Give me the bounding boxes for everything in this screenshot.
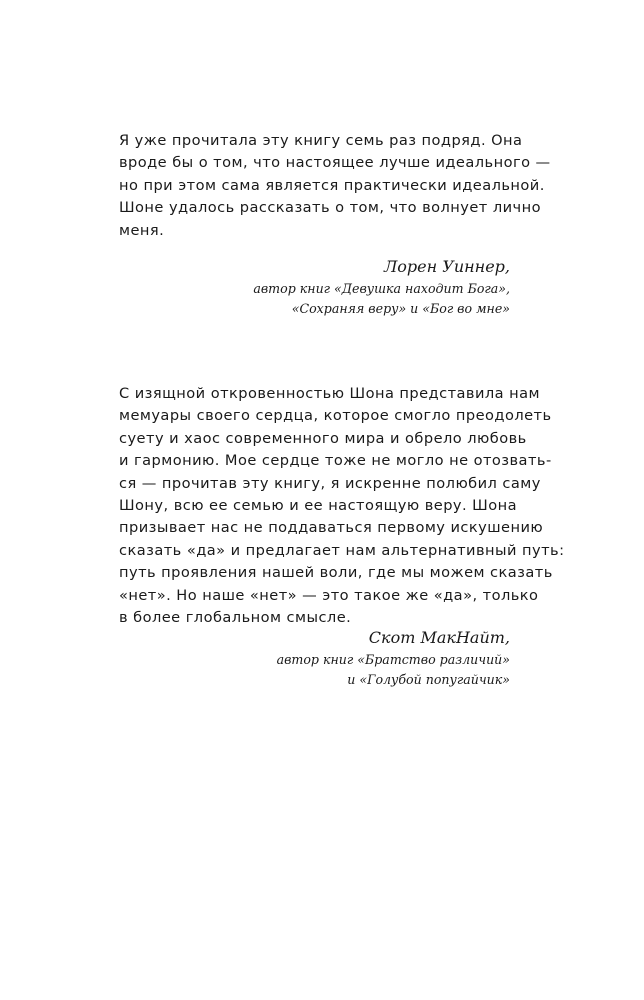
quote-line: суету и хаос современного мира и обрело любовь xyxy=(119,429,527,447)
quote-line: в более глобальном смысле. xyxy=(119,609,352,627)
quote-line: ся — прочитав эту книгу, я искренне полюбил саму xyxy=(119,474,541,492)
author-name: Лорен Уиннер, xyxy=(383,257,510,276)
quote-line: Шоне удалось рассказать о том, что волнует лично xyxy=(119,199,541,217)
testimonial-quote xyxy=(119,130,551,242)
quote-line: Шону, всю ее семью и ее настоящую веру. Шона xyxy=(119,497,517,515)
quote-line: но при этом сама является практически идеальной. xyxy=(119,176,545,194)
author-description: и «Голубой попугайчик» xyxy=(347,671,510,687)
quote-line: «нет». Но наше «нет» — это такое же «да», только xyxy=(119,586,539,604)
author-description: автор книг «Девушка находит Бога», xyxy=(253,281,510,296)
quote-line: Я уже прочитала эту книгу семь раз подряд. Она xyxy=(119,132,523,149)
quote-line: путь проявления нашей воли, где мы можем сказать xyxy=(119,564,553,582)
quote-line: мемуары своего сердца, которое смогло преодолеть xyxy=(119,407,552,425)
testimonial-attribution xyxy=(253,255,510,318)
quote-line: и гармонию. Мое сердце тоже не могло не отозвать- xyxy=(119,452,552,470)
quote-line: С изящной откровенностью Шона представила нам xyxy=(119,385,541,402)
author-description: автор книг «Братство различий» xyxy=(276,652,510,667)
quote-line: меня. xyxy=(119,221,165,239)
author-name: Скот МакНайт, xyxy=(368,628,510,647)
testimonial-quote xyxy=(119,383,565,629)
quote-line: сказать «да» и предлагает нам альтернативный путь: xyxy=(119,541,565,559)
quote-line: призывает нас не поддаваться первому искушению xyxy=(119,519,544,537)
testimonial-attribution xyxy=(277,626,510,689)
author-description: «Сохраняя веру» и «Бог во мне» xyxy=(291,300,510,316)
quote-line: вроде бы о том, что настоящее лучше идеального — xyxy=(119,154,551,172)
